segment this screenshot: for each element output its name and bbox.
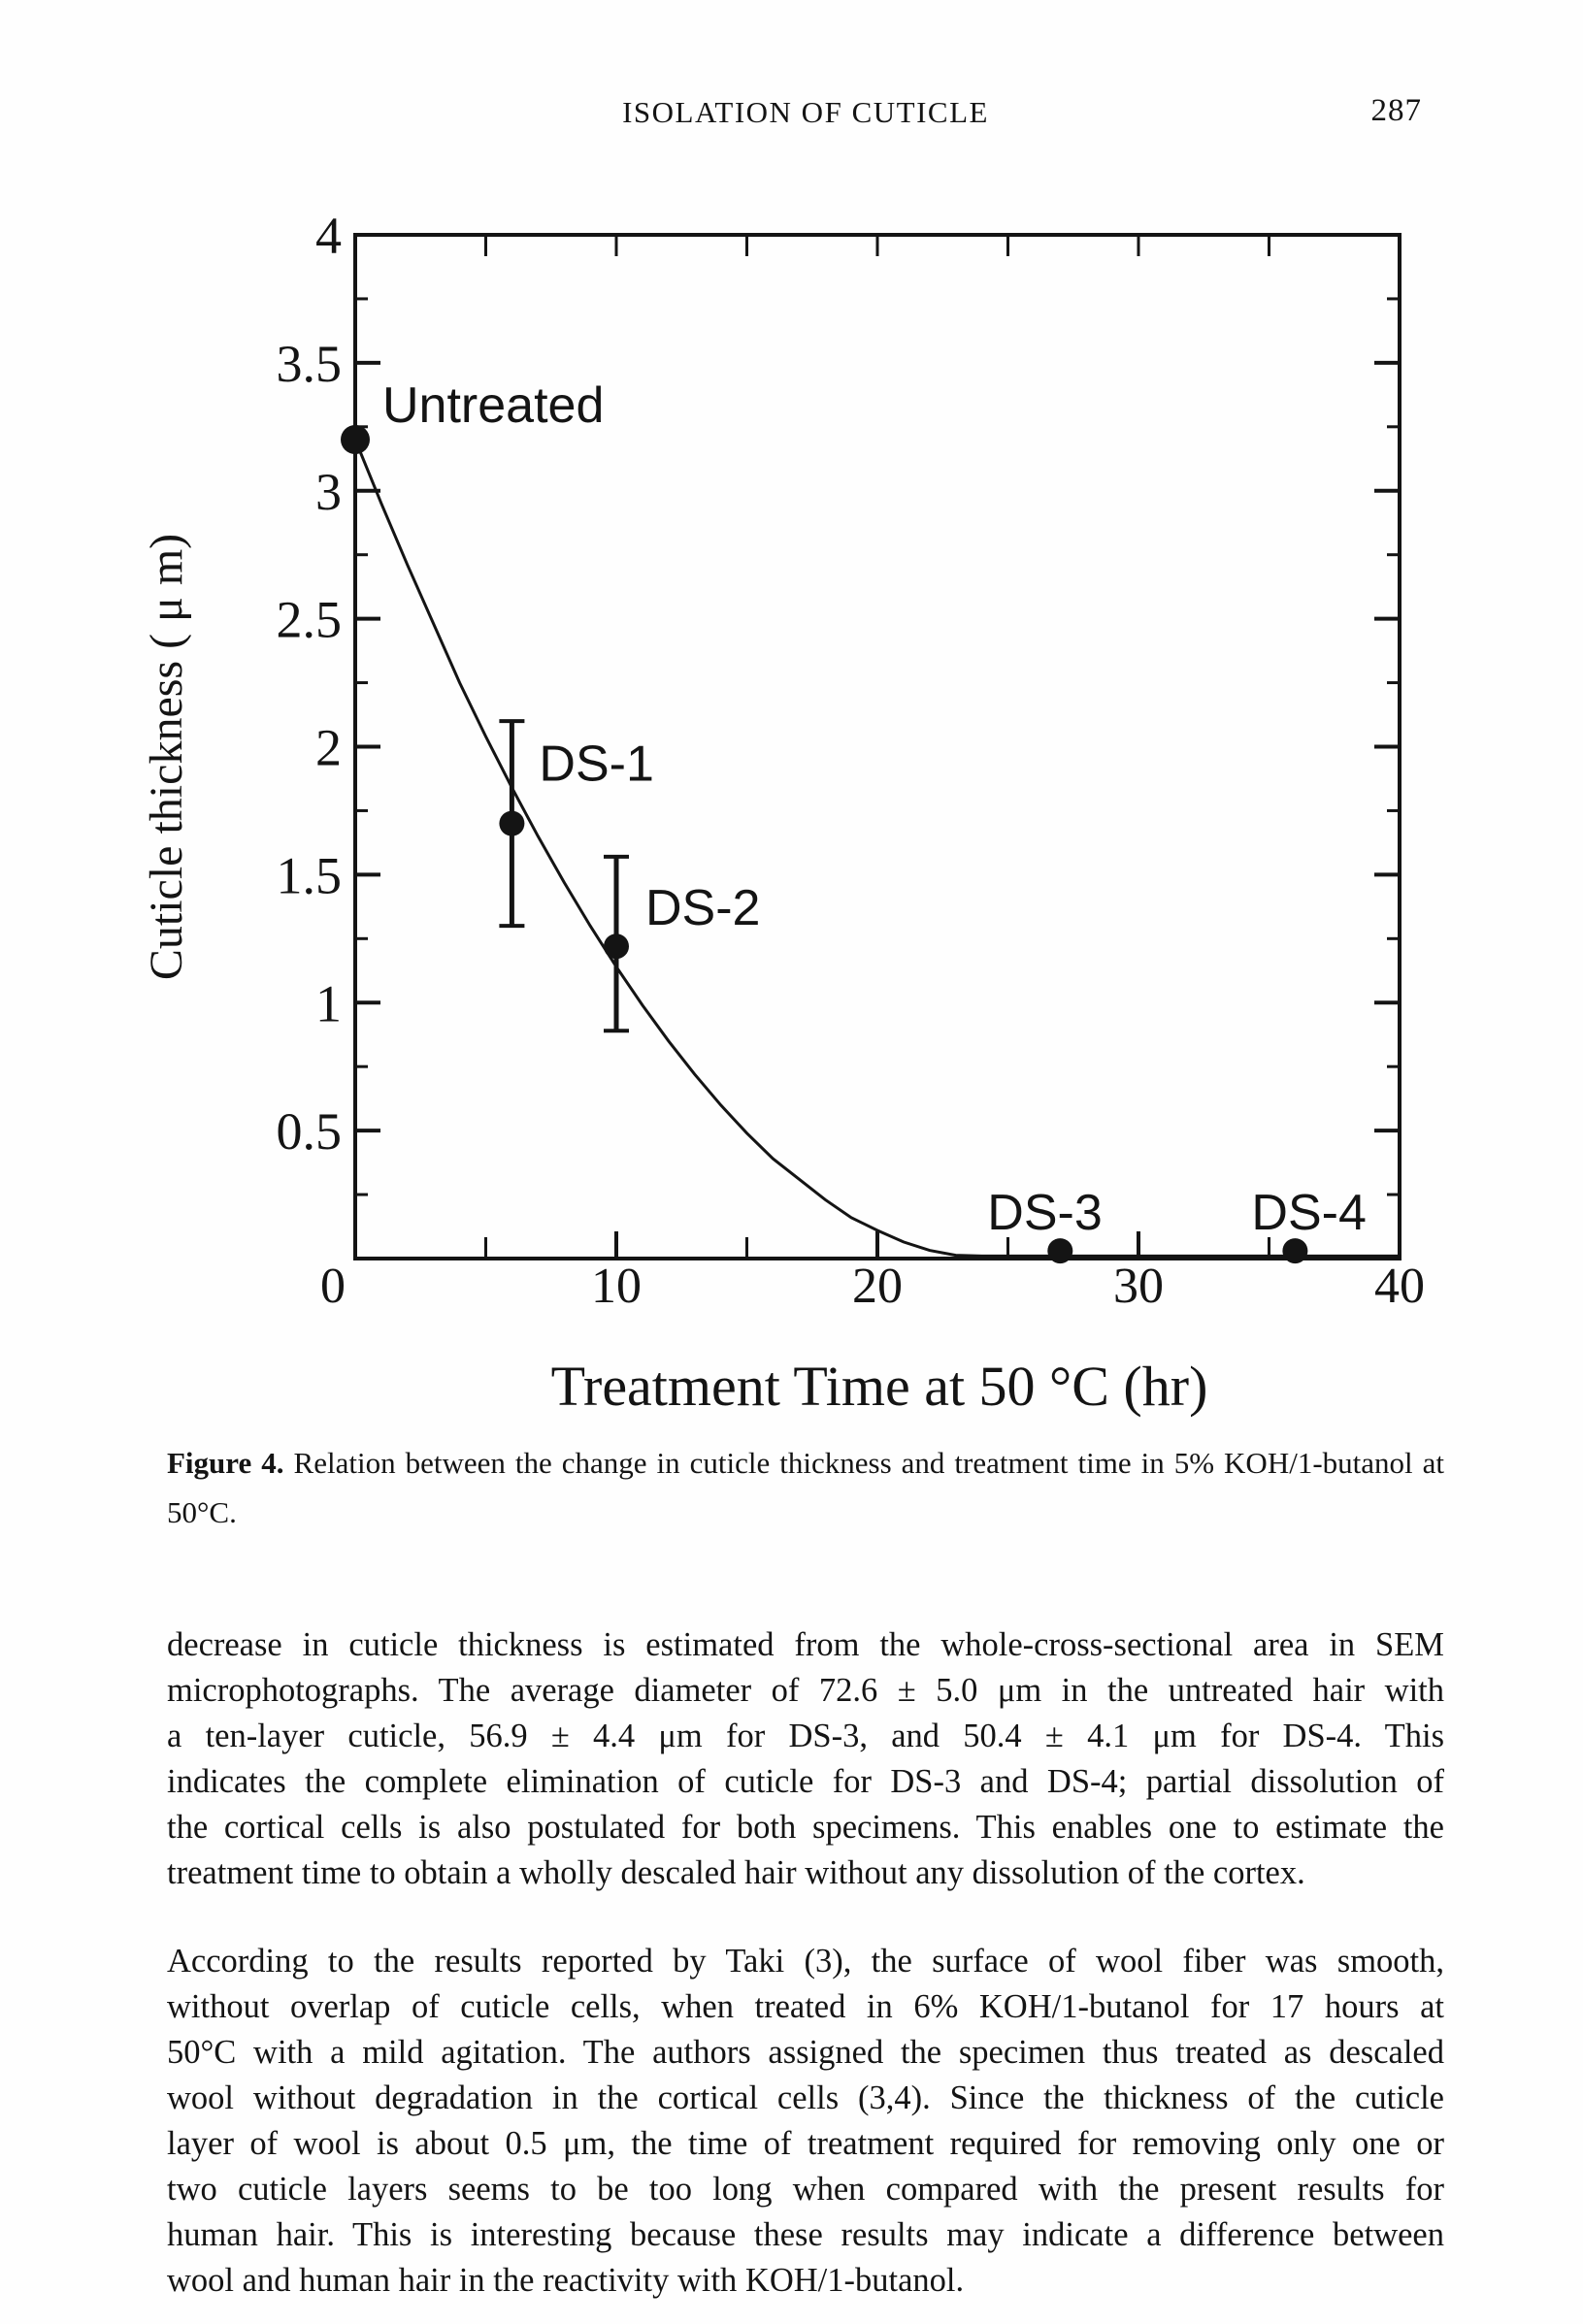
point-label-ds-3: DS-3 [987,1185,1103,1242]
text-line: a ten-layer cuticle, 56.9 ± 4.4 μm for DS-3, and 50.4 ± 4.1 μm for DS-4. This [167,1718,1444,1754]
text-line: layer of wool is about 0.5 μm, the time of treatment required for removing only one or [167,2125,1444,2162]
running-head: ISOLATION OF CUTICLE [622,95,989,129]
text-line: microphotographs. The average diameter of 72.6 ± 5.0 μm in the untreated hair with [167,1672,1444,1709]
data-point-ds-3 [1047,1238,1072,1263]
text-line: wool without degradation in the cortical cells (3,4). Since the thickness of the cuticle [167,2079,1444,2116]
paragraph-2 [167,1939,1444,2304]
svg-text:1.5: 1.5 [276,846,342,905]
svg-text:0.5: 0.5 [276,1102,342,1162]
text-line: two cuticle layers seems to be too long when compared with the present results for [167,2171,1444,2208]
text-line: decrease in cuticle thickness is estimated from the whole-cross-sectional area in SEM [167,1626,1444,1663]
svg-text:2: 2 [315,718,342,777]
data-point-ds-1 [499,811,524,836]
y-axis-title: Cuticle thickness ( μ m) [141,533,192,981]
data-point-ds-4 [1282,1238,1307,1263]
svg-text:20: 20 [852,1259,903,1314]
text-line: without overlap of cuticle cells, when treated in 6% KOH/1-butanol for 17 hours at [167,1988,1444,2025]
text-line: the cortical cells is also postulated for both specimens. This enables one to estimate the [167,1809,1444,1846]
caption-line [167,1438,1444,1488]
point-label-ds-1: DS-1 [539,736,654,793]
svg-text:3.5: 3.5 [276,334,342,393]
page-number: 287 [1370,93,1422,128]
caption-text: Relation between the change in cuticle thickness and treatment time in 5% KOH/1-butanol at [293,1446,1445,1480]
svg-text:30: 30 [1113,1259,1164,1314]
data-point-untreated [341,425,370,454]
svg-text:40: 40 [1374,1259,1425,1314]
text-line: treatment time to obtain a wholly descaled hair without any dissolution of the cortex. [167,1854,1305,1891]
svg-text:4: 4 [315,207,342,265]
svg-text:1: 1 [315,974,342,1033]
y-tick-labels [277,207,343,1161]
svg-text:0: 0 [320,1259,346,1314]
point-label-untreated: Untreated [382,377,605,434]
point-annotations [382,377,1367,1241]
x-axis-title: Treatment Time at 50 °C (hr) [550,1355,1208,1418]
svg-text:10: 10 [591,1259,642,1314]
body-text [167,1622,1444,2304]
figure-caption [167,1438,1444,1537]
text-line: According to the results reported by Taki (3), the surface of wool fiber was smooth, [167,1943,1444,1980]
x-tick-labels [320,1259,1425,1314]
svg-text:2.5: 2.5 [276,590,342,649]
caption-label: Figure 4. [167,1446,284,1480]
paragraph-1 [167,1622,1444,1896]
text-line: indicates the complete elimination of cuticle for DS-3 and DS-4; partial dissolution of [167,1763,1444,1800]
point-label-ds-4: DS-4 [1251,1185,1367,1242]
text-line: 50°C with a mild agitation. The authors assigned the specimen thus treated as descaled [167,2034,1444,2071]
data-point-ds-2 [604,933,629,959]
point-label-ds-2: DS-2 [645,880,761,937]
svg-text:3: 3 [315,462,342,521]
caption-line: 50°C. [167,1495,237,1529]
text-line: wool and human hair in the reactivity with KOH/1-butanol. [167,2262,965,2299]
text-line: human hair. This is interesting because these results may indicate a difference between [167,2216,1444,2253]
data-points [341,425,1307,1263]
